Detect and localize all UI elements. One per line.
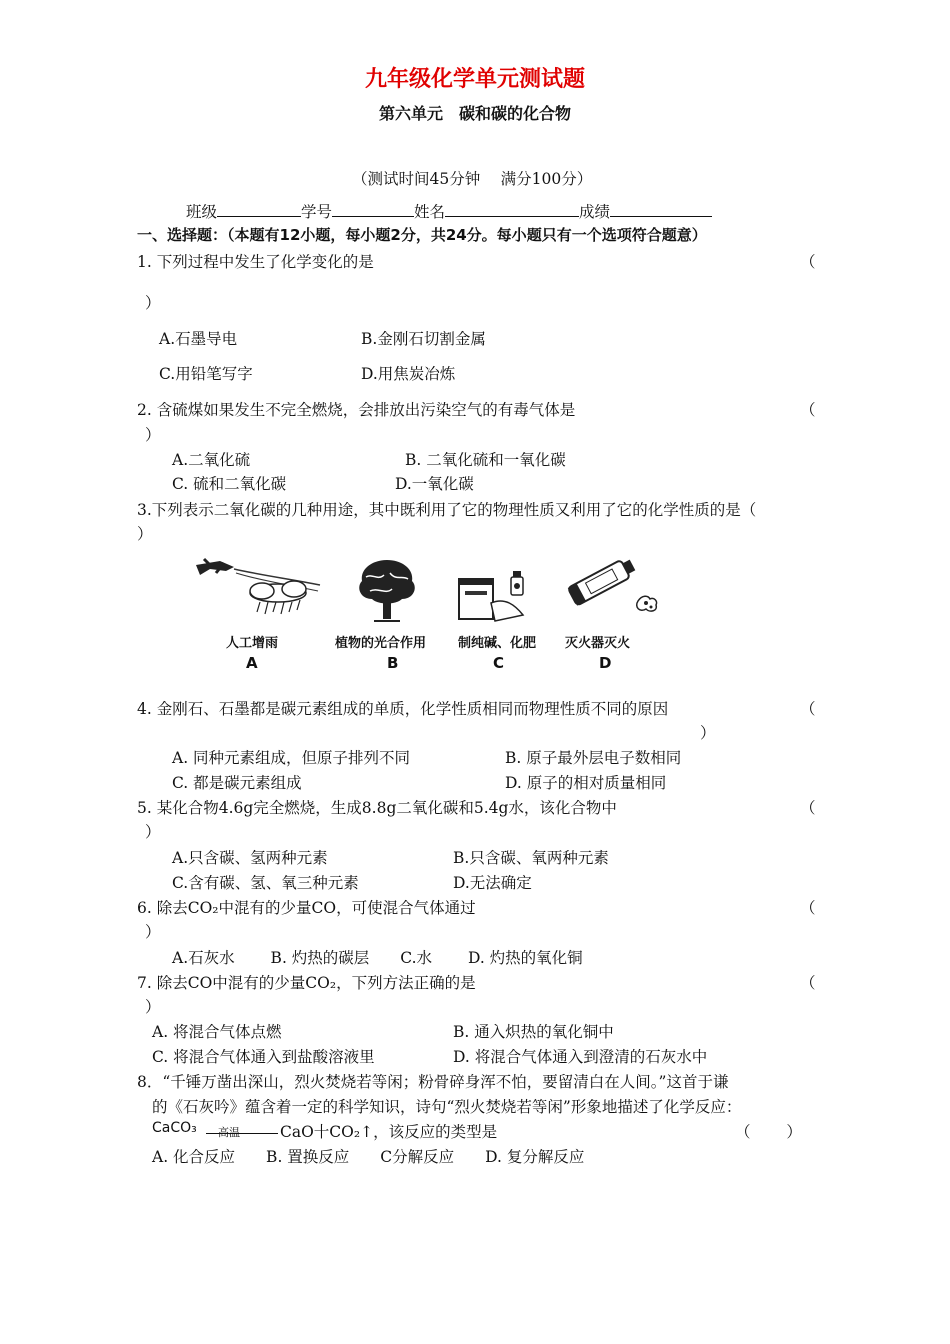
q5-option-c: C.含有碳、氢、氧三种元素 xyxy=(172,874,359,892)
q8-reaction-line xyxy=(206,1133,278,1134)
class-blank[interactable] xyxy=(217,201,301,217)
q1-paren-close: ） xyxy=(145,294,161,312)
q4-paren-close: ） xyxy=(700,724,716,742)
q4-option-a: A. 同种元素组成，但原子排列不同 xyxy=(172,749,411,767)
q8-line1: 8．“千锤万凿出深山，烈火焚烧若等闲；粉骨碎身浑不怕，要留清白在人间。”这首于谦 xyxy=(137,1073,729,1091)
q1-option-b: B.金刚石切割金属 xyxy=(361,330,486,348)
q2-paren-close: ） xyxy=(145,426,161,444)
q7-option-c: C. 将混合气体通入到盐酸溶液里 xyxy=(152,1048,375,1066)
q8-options: A. 化合反应 B. 置换反应 C分解反应 D. 复分解反应 xyxy=(152,1148,585,1166)
q8-answer-paren: （ ） xyxy=(735,1123,802,1141)
q3-caption-d: 灭火器灭火 xyxy=(565,636,631,651)
fertilizer-bag-icon xyxy=(455,569,535,623)
q6-paren-open: （ xyxy=(800,899,816,917)
q2-option-a: A.二氧化硫 xyxy=(172,451,251,469)
score-label: 成绩 xyxy=(579,203,611,221)
q3-caption-a: 人工增雨 xyxy=(226,636,279,651)
q8-product: CaO十CO₂↑，该反应的类型是 xyxy=(280,1123,498,1141)
q5-paren-close: ） xyxy=(145,823,161,841)
q2-stem: 2. 含硫煤如果发生不完全燃烧，会排放出污染空气的有毒气体是 xyxy=(137,401,576,419)
q3-paren-close: ） xyxy=(137,525,153,543)
q6-stem: 6. 除去CO₂中混有的少量CO，可使混合气体通过 xyxy=(137,899,476,917)
q5-option-a: A.只含碳、氢两种元素 xyxy=(172,849,328,867)
page-subtitle: 第六单元 碳和碳的化合物 xyxy=(378,104,571,123)
q1-option-c: C.用铅笔写字 xyxy=(159,365,253,383)
q8-line2: 的《石灰吟》蕴含着一定的科学知识，诗句“烈火焚烧若等闲”形象地描述了化学反应： xyxy=(152,1098,742,1116)
q1-stem: 1. 下列过程中发生了化学变化的是 xyxy=(137,253,374,271)
q7-paren-open: （ xyxy=(800,974,816,992)
q3-letter-b: B xyxy=(387,654,399,672)
name-label: 姓名 xyxy=(414,203,446,221)
tree-icon xyxy=(352,555,422,623)
q7-option-b: B. 通入炽热的氧化铜中 xyxy=(453,1023,614,1041)
q2-option-d: D.一氧化碳 xyxy=(395,475,474,493)
q5-stem: 5. 某化合物4.6g完全燃烧，生成8.8g二氧化碳和5.4g水，该化合物中 xyxy=(137,799,617,817)
class-label: 班级 xyxy=(186,203,218,221)
q5-option-b: B.只含碳、氧两种元素 xyxy=(453,849,609,867)
page-title: 九年级化学单元测试题 xyxy=(364,67,585,92)
q4-option-d: D. 原子的相对质量相同 xyxy=(505,774,667,792)
q2-paren-open: （ xyxy=(800,401,816,419)
q7-option-d: D. 将混合气体通入到澄清的石灰水中 xyxy=(453,1048,708,1066)
exam-info: （测试时间45分钟 满分100分） xyxy=(352,170,593,188)
q2-option-c: C. 硫和二氧化碳 xyxy=(172,475,287,493)
q1-paren-open: （ xyxy=(800,253,816,271)
q3-figure-row xyxy=(190,555,660,675)
score-blank[interactable] xyxy=(610,201,712,217)
q7-stem: 7. 除去CO中混有的少量CO₂，下列方法正确的是 xyxy=(137,974,476,992)
q5-paren-open: （ xyxy=(800,799,816,817)
q3-caption-c: 制纯碱、化肥 xyxy=(458,636,537,651)
q3-letter-d: D xyxy=(599,654,612,672)
student-info-row xyxy=(186,200,712,222)
q1-option-a: A.石墨导电 xyxy=(159,330,238,348)
q3-caption-b: 植物的光合作用 xyxy=(335,636,427,651)
q1-option-d: D.用焦炭冶炼 xyxy=(361,365,456,383)
q7-paren-close: ） xyxy=(145,998,161,1016)
q4-stem: 4. 金刚石、石墨都是碳元素组成的单质，化学性质相同而物理性质不同的原因 xyxy=(137,700,669,718)
q3-stem: 3.下列表示二氧化碳的几种用途，其中既利用了它的物理性质又利用了它的化学性质的是（ xyxy=(137,501,757,519)
q6-options: A.石灰水 B. 灼热的碳层 C.水 D. 灼热的氧化铜 xyxy=(172,949,583,967)
extinguisher-icon xyxy=(560,555,660,623)
id-label: 学号 xyxy=(301,203,333,221)
q6-paren-close: ） xyxy=(145,923,161,941)
section-heading: 一、选择题：（本题有12小题，每小题2分，共24分。每小题只有一个选项符合题意） xyxy=(137,226,707,244)
q3-letter-c: C xyxy=(493,654,505,672)
q3-letter-a: A xyxy=(246,654,258,672)
q8-condition: 高温 xyxy=(218,1126,240,1139)
q5-option-d: D.无法确定 xyxy=(453,874,532,892)
q4-option-c: C. 都是碳元素组成 xyxy=(172,774,302,792)
q4-option-b: B. 原子最外层电子数相同 xyxy=(505,749,682,767)
q8-reactant: CaCO₃ xyxy=(152,1120,197,1136)
airplane-cloud-icon xyxy=(190,555,330,620)
q4-paren-open: （ xyxy=(800,700,816,718)
id-blank[interactable] xyxy=(332,201,414,217)
name-blank[interactable] xyxy=(445,201,579,217)
q2-option-b: B. 二氧化硫和一氧化碳 xyxy=(405,451,566,469)
q7-option-a: A. 将混合气体点燃 xyxy=(152,1023,282,1041)
